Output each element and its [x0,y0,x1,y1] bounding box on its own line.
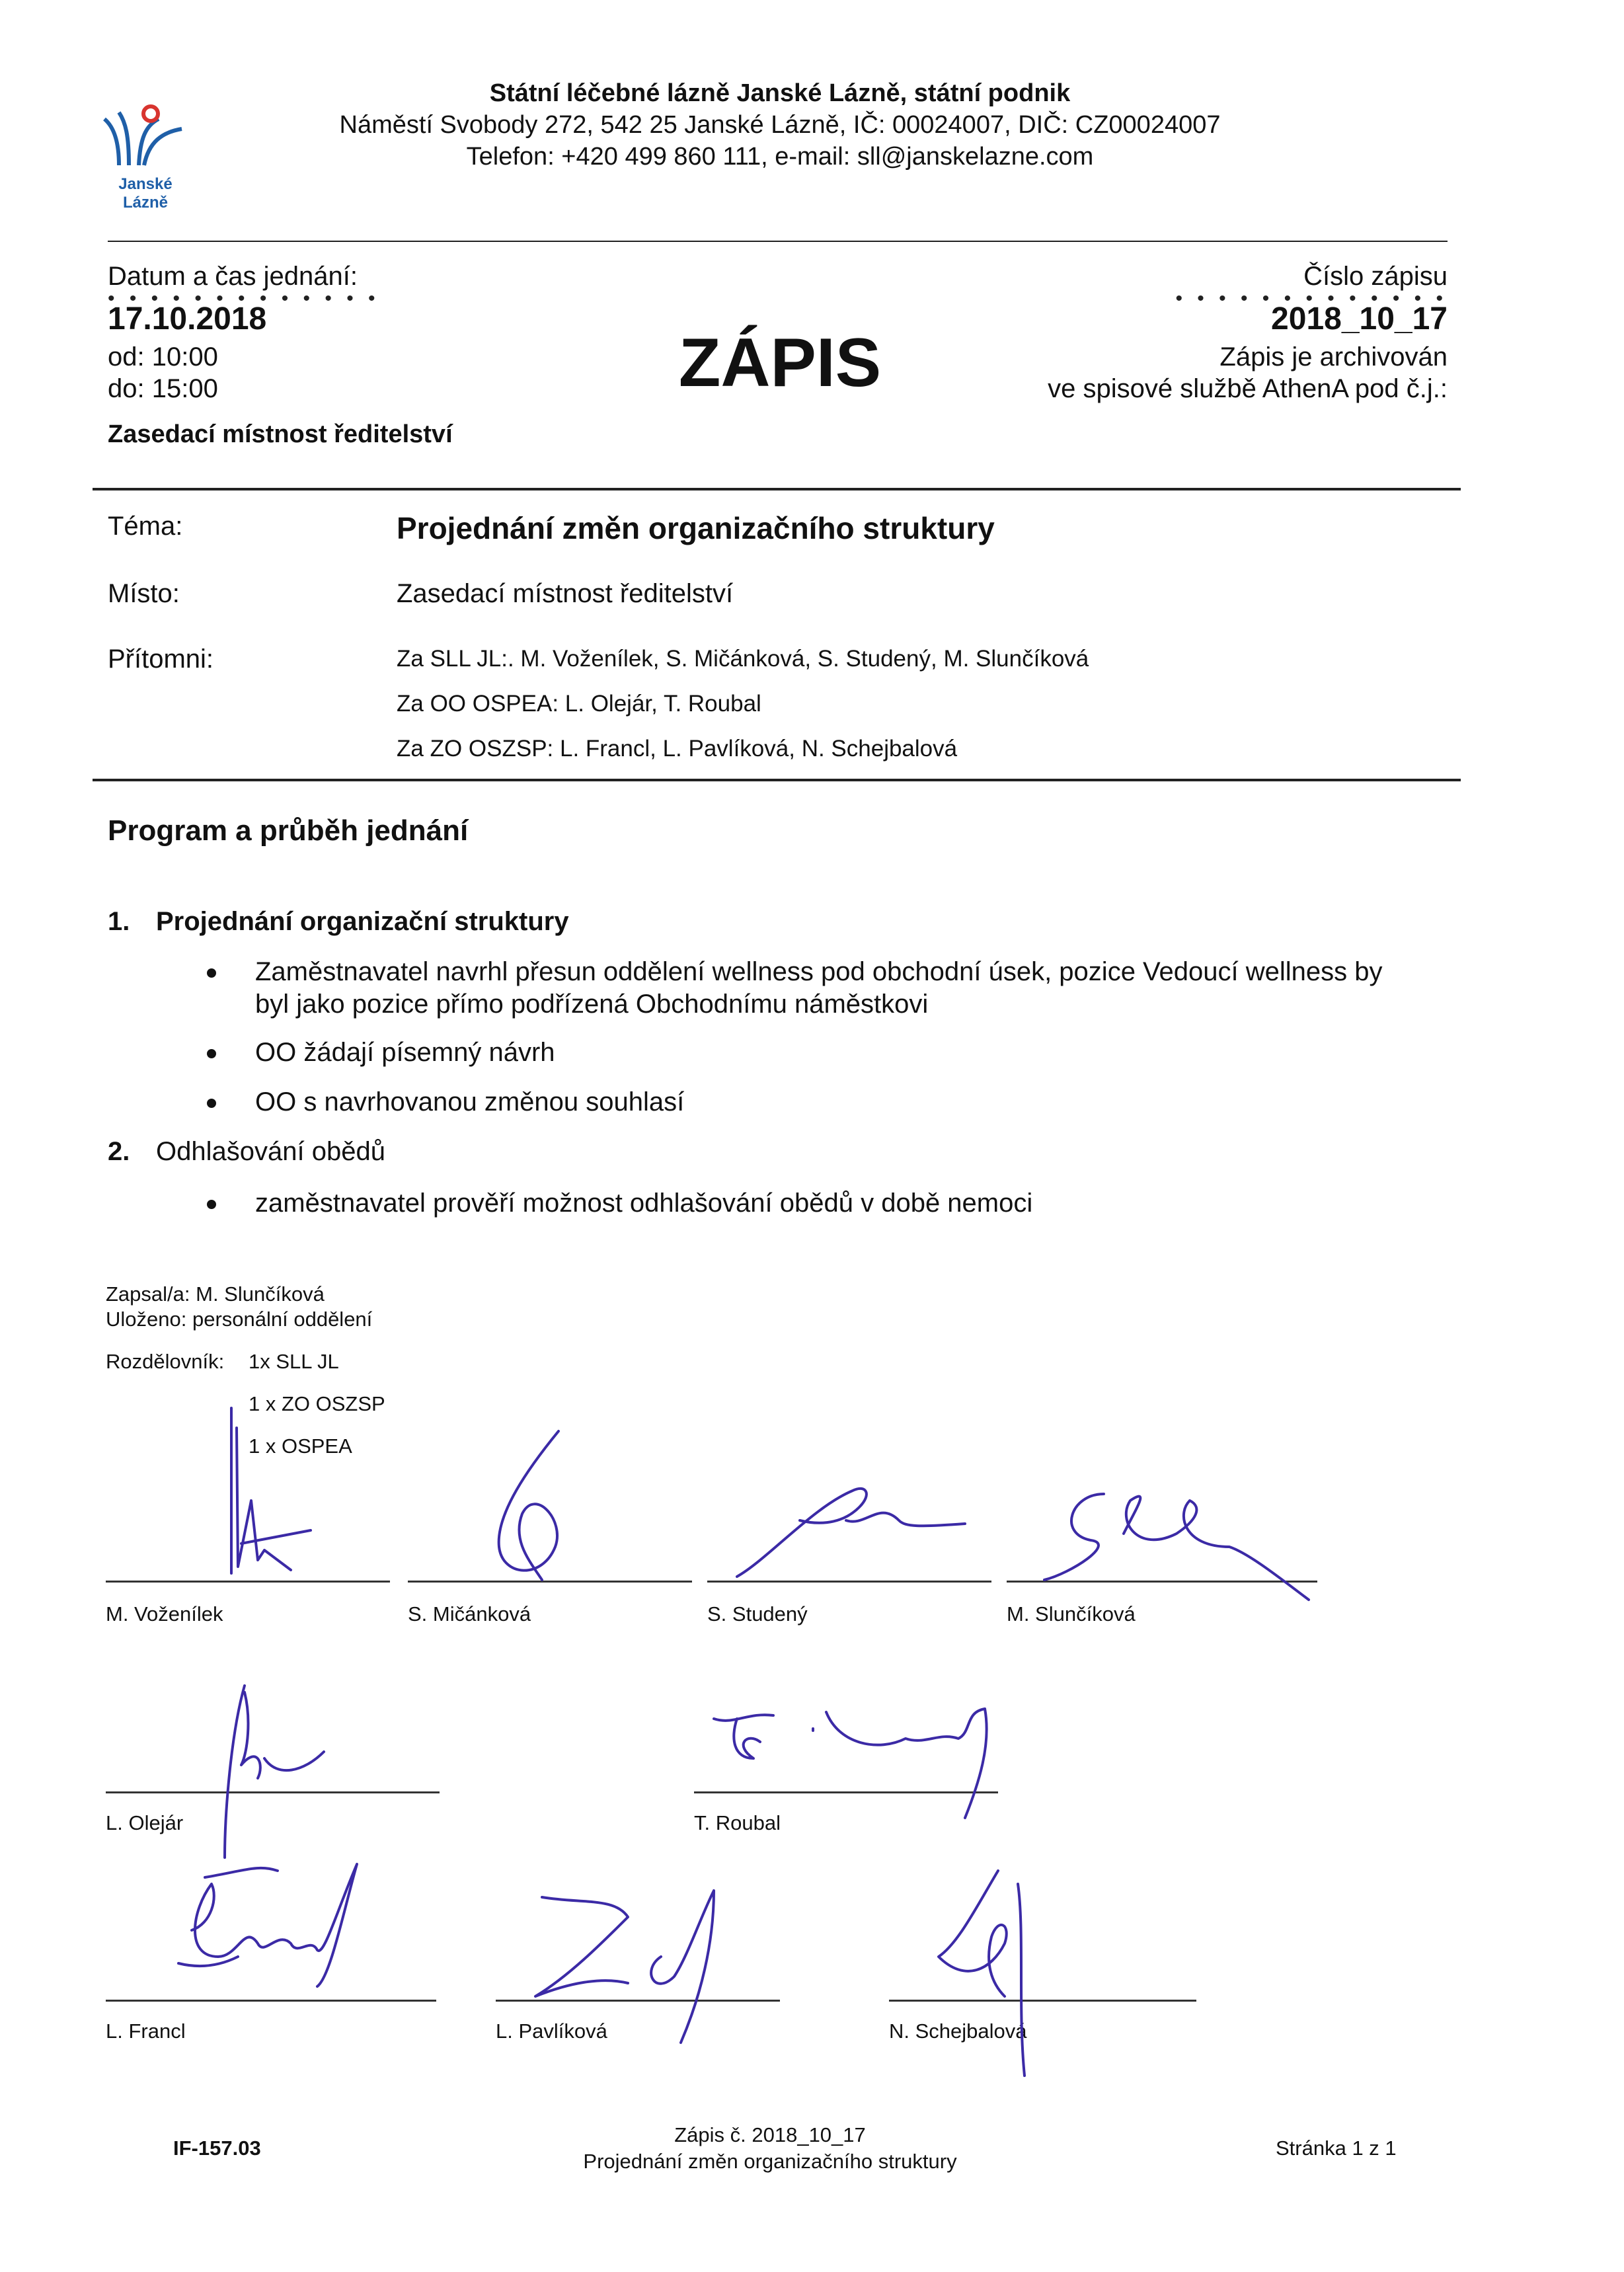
bullet-text: byl jako pozice přímo podřízená Obchodnímu náměstkovi [255,990,929,1019]
topic-label: Téma: [108,512,183,541]
signature-francl [165,1858,377,1996]
distribution-item: 1x SLL JL [249,1350,339,1373]
signature-micankova [483,1428,582,1593]
org-name: Státní léčebné lázně Janské Lázně, státní podnik [489,79,1071,107]
present-label: Přítomni: [108,645,214,674]
signatory-name: M. Voženílek [106,1602,223,1626]
bullet-icon [207,1200,216,1209]
stored-in: Uloženo: personální oddělení [106,1308,373,1331]
date-label: Datum a čas jednání: [108,262,358,291]
signature-line [106,1581,390,1583]
logo-mark-icon [99,99,192,172]
page-number: Stránka 1 z 1 [1276,2136,1397,2160]
signature-vozenilek [212,1401,330,1580]
signatory-name: S. Mičánková [408,1602,531,1626]
item-number: 1. [108,907,130,936]
date-dots: • • • • • • • • • • • • • [108,288,380,309]
org-contact: Telefon: +420 499 860 111, e-mail: sll@janskelazne.com [466,143,1094,171]
time-from: od: 10:00 [108,342,218,372]
signature-line [106,2000,436,2002]
bullet-icon [207,1099,216,1108]
signatory-name: L. Francl [106,2019,186,2043]
time-to: do: 15:00 [108,374,218,403]
present-line: Za SLL JL:. M. Voženílek, S. Mičánková, S. Studený, M. Slunčíková [397,646,1089,672]
signature-studeny [734,1481,972,1586]
signatory-name: M. Slunčíková [1007,1602,1136,1626]
item-title: Odhlašování obědů [156,1137,385,1166]
archive-line-2: ve spisové službě AthenA pod č.j.: [1048,374,1448,403]
item-title: Projednání organizační struktury [156,907,569,936]
number-label: Číslo zápisu [1303,262,1448,291]
bullet-text: OO žádají písemný návrh [255,1038,555,1067]
bullet-text: zaměstnavatel prověří možnost odhlašování obědů v době nemoci [255,1189,1033,1218]
logo-text-line-1: Janské [118,175,173,193]
signature-pavlikova [529,1877,747,2049]
topic-value: Projednání změn organizačního struktury [397,511,995,545]
bullet-text: Zaměstnavatel navrhl přesun oddělení wellness pod obchodní úsek, pozice Vedoucí wellness by [255,957,1383,986]
item-number: 2. [108,1137,130,1166]
place-value: Zasedací místnost ředitelství [397,579,734,608]
number-dots: • • • • • • • • • • • • • [1175,288,1448,309]
logo-text-line-2: Lázně [122,194,168,212]
meta-divider [93,488,1461,490]
form-code: IF-157.03 [173,2136,261,2160]
archive-line-1: Zápis je archivován [1219,342,1448,372]
written-by: Zapsal/a: M. Slunčíková [106,1282,325,1306]
distribution-item: 1 x OSPEA [249,1434,352,1458]
number-value: 2018_10_17 [1271,301,1448,336]
footer-ref-1: Zápis č. 2018_10_17 [674,2123,866,2146]
info-divider [93,779,1461,781]
program-heading: Program a průběh jednání [108,814,469,847]
signature-schejbalova [919,1864,1064,2082]
signatory-name: T. Roubal [694,1811,781,1834]
meeting-room: Zasedací místnost ředitelství [108,420,453,448]
signatory-name: L. Olejár [106,1811,184,1834]
document-title: ZÁPIS [678,325,882,401]
logo-text [99,175,192,212]
signatory-name: S. Studený [707,1602,808,1626]
signature-sluncikova [1031,1481,1322,1613]
bullet-icon [207,968,216,978]
header-divider [108,241,1448,242]
signature-olejar [205,1679,337,1864]
distribution-item: 1 x ZO OSZSP [249,1392,385,1415]
org-address: Náměstí Svobody 272, 542 25 Janské Lázně, IČ: 00024007, DIČ: CZ00024007 [339,111,1221,139]
present-line: Za OO OSPEA: L. Olejár, T. Roubal [397,691,761,717]
bullet-text: OO s navrhovanou změnou souhlasí [255,1087,685,1116]
date-value: 17.10.2018 [108,301,267,336]
footer-ref-2: Projednání změn organizačního struktury [583,2150,957,2173]
present-line: Za ZO OSZSP: L. Francl, L. Pavlíková, N. Schejbalová [397,736,958,762]
bullet-icon [207,1049,216,1058]
signatory-name: L. Pavlíková [496,2019,607,2043]
place-label: Místo: [108,579,180,608]
distribution-label: Rozdělovník: [106,1350,225,1373]
signatory-name: N. Schejbalová [889,2019,1027,2043]
logo [99,99,192,218]
signature-roubal [707,1705,1011,1824]
